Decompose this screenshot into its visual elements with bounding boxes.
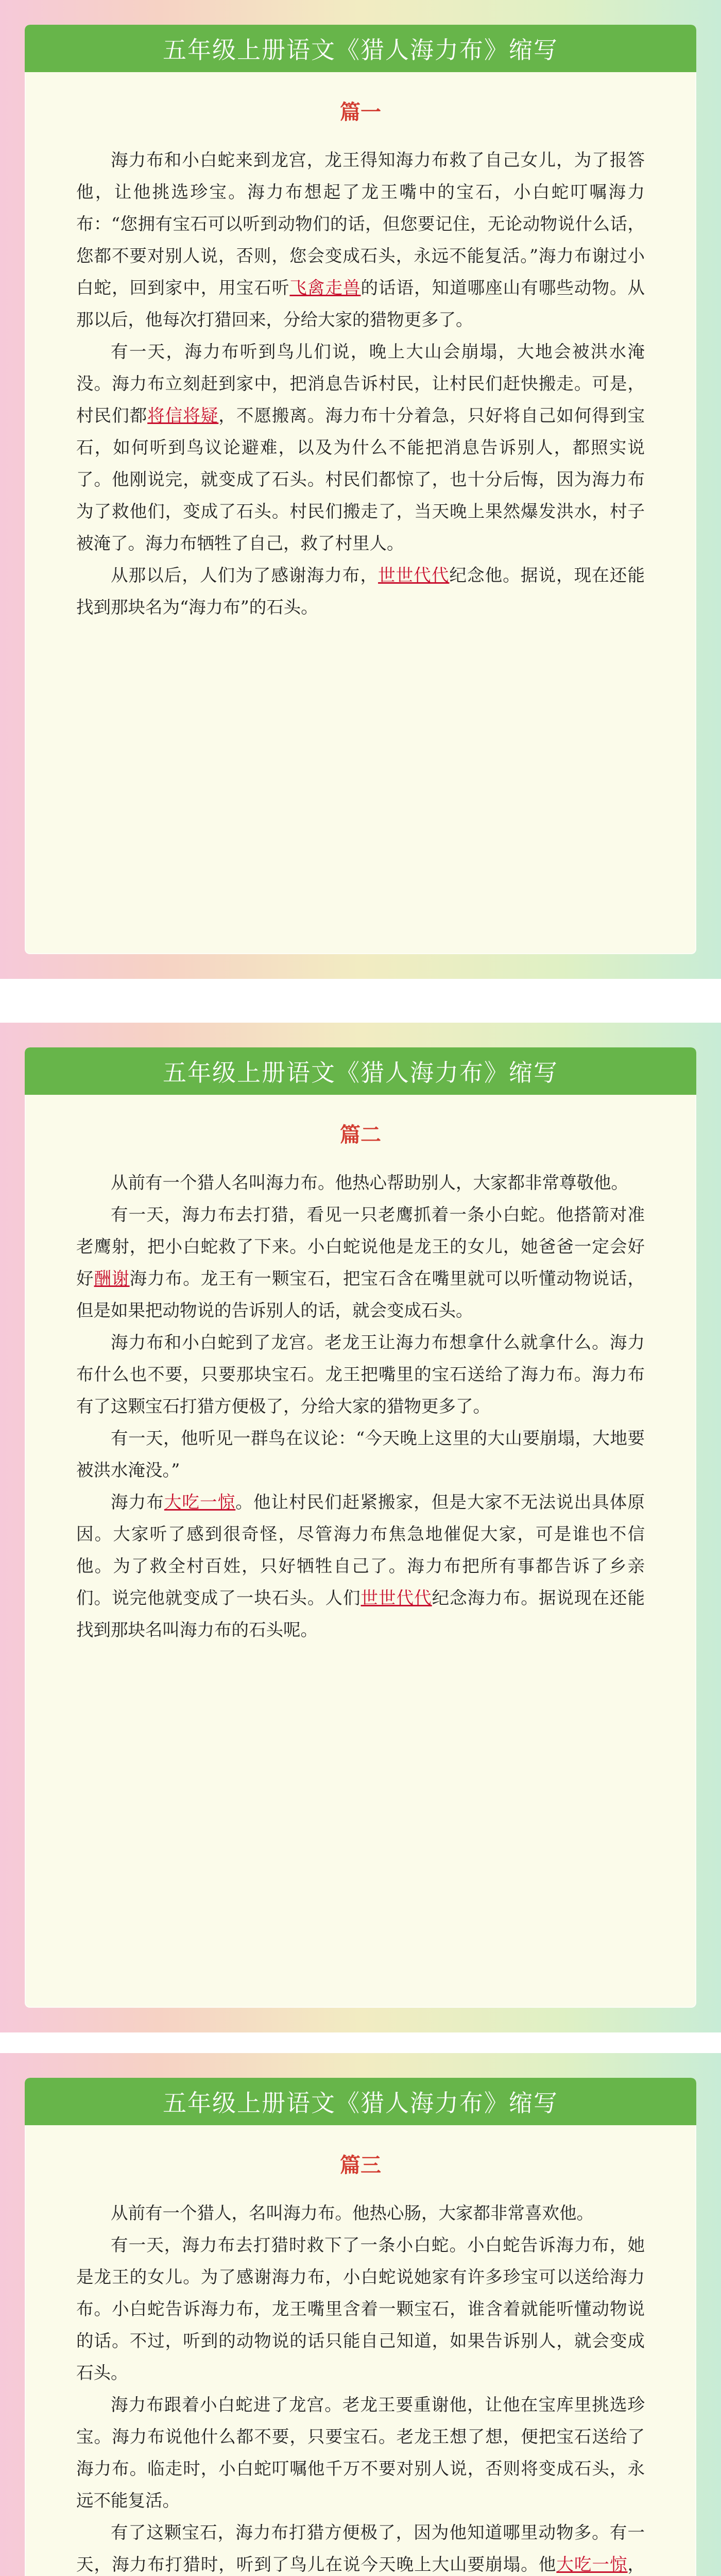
article-card-3 bbox=[0, 2053, 721, 2576]
highlighted-phrase: 大吃一惊 bbox=[164, 1492, 236, 1512]
paragraph-text: 从那以后，人们为了感谢海力布， bbox=[111, 565, 379, 585]
article-panel bbox=[25, 1047, 696, 2008]
paragraph bbox=[76, 560, 645, 623]
highlighted-phrase: 将信将疑 bbox=[147, 405, 219, 426]
article-card-2 bbox=[0, 1023, 721, 2032]
paragraph bbox=[76, 144, 645, 336]
paragraph bbox=[76, 1199, 645, 1327]
paragraph-text: 海力布。龙王有一颗宝石，把宝石含在嘴里就可以听懂动物说话，但是如果把动物说的告诉别人的话，就会变成石头。 bbox=[76, 1268, 645, 1320]
paragraph bbox=[76, 2197, 645, 2229]
paragraph-text: 有一天，海力布去打猎时救下了一条小白蛇。小白蛇告诉海力布，她是龙王的女儿。为了感谢海力布，小白蛇说她家有许多珍宝可以送给海力布。小白蛇告诉海力布，龙王嘴里含着一颗宝石，谁含着就能听懂动物说的话。不过，听到的动物说的话只能自己知道，如果告诉别人，就会变成石头。 bbox=[76, 2235, 645, 2383]
highlighted-phrase: 世世代代 bbox=[360, 1588, 432, 1608]
banner-title: 五年级上册语文《猎人海力布》缩写 bbox=[25, 1047, 696, 1095]
section-title: 篇三 bbox=[340, 2153, 381, 2177]
paragraph-text: 有一天，海力布去打猎，看见一只老鹰抓着一条小白蛇。他搭箭对准老鹰射，把小白蛇救了下来。小白蛇说他是龙王的女儿，她爸爸一定会好好 bbox=[76, 1205, 645, 1289]
paragraph-text: 有了这颗宝石，海力布打猎方便极了，因为他知道哪里动物多。有一天，海力布打猎时，听到了鸟儿在说今天晚上大山要崩塌。他 bbox=[76, 2522, 645, 2574]
paragraph bbox=[76, 336, 645, 560]
paragraph-text: 海力布和小白蛇来到龙宫，龙王得知海力布救了自己女儿，为了报答他，让他挑选珍宝。海力布想起了龙王嘴中的宝石，小白蛇叮嘱海力布：“您拥有宝石可以听到动物们的话，但您要记住，无论动物说什么话，您都不要对别人说，否则，您会变成石头，永远不能复活。”海力布谢过小白蛇，回到家中，用宝石听 bbox=[76, 150, 645, 298]
paragraph bbox=[76, 2229, 645, 2389]
paragraph-text: 海力布 bbox=[111, 1492, 164, 1512]
paragraph bbox=[76, 2517, 645, 2576]
paragraph bbox=[76, 1486, 645, 1646]
article-card-1 bbox=[0, 0, 721, 979]
article-body bbox=[76, 1167, 645, 1646]
highlighted-phrase: 大吃一惊 bbox=[556, 2554, 628, 2574]
banner-title: 五年级上册语文《猎人海力布》缩写 bbox=[25, 25, 696, 72]
paragraph-text: 的话语，知道哪座山有哪些动物。从那以后，他每次打猎回来，分给大家的猎物更多了。 bbox=[76, 278, 645, 330]
paragraph-text: ，不愿搬离。海力布十分着急，只好将自己如何得到宝石，如何听到鸟议论避难，以及为什么不能把消息告诉别人，都照实说了。他刚说完，就变成了石头。村民们都惊了，也十分后悔，因为海力布为了救他们，变成了石头。村民们搬走了，当天晚上果然爆发洪水，村子被淹了。海力布牺牲了自己，救了村里人。 bbox=[76, 405, 645, 553]
article-panel bbox=[25, 2078, 696, 2576]
paragraph-text: 。他让村民们赶紧搬家，但是大家不无法说出具体原因。大家听了感到很奇怪，尽管海力布焦急地催促大家，可是谁也不信他。为了救全村百姓，只好牺牲自己了。海力布把所有事都告诉了乡亲们。说完他就变成了一块石头。人们 bbox=[76, 1492, 645, 1608]
banner-title: 五年级上册语文《猎人海力布》缩写 bbox=[25, 2078, 696, 2125]
paragraph bbox=[76, 2389, 645, 2517]
section-title: 篇一 bbox=[340, 100, 381, 124]
highlighted-phrase: 世世代代 bbox=[378, 565, 450, 585]
paragraph-text: 纪念海力布。据说现在还能找到那块名叫海力布的石头呢。 bbox=[76, 1588, 645, 1640]
article-body bbox=[76, 2197, 645, 2576]
paragraph-text: 有一天，海力布听到鸟儿们说，晚上大山会崩塌，大地会被洪水淹没。海力布立刻赶到家中，把消息告诉村民，让村民们赶快搬走。可是，村民们都 bbox=[76, 342, 645, 426]
paragraph-text: 从前有一个猎人名叫海力布。他热心帮助别人，大家都非常尊敬他。 bbox=[111, 1173, 628, 1193]
article-body bbox=[76, 144, 645, 623]
paragraph-text: 纪念他。据说，现在还能找到那块名为“海力布”的石头。 bbox=[76, 565, 645, 617]
section-title: 篇二 bbox=[340, 1123, 381, 1147]
paragraph-text: ， bbox=[627, 2554, 645, 2574]
highlighted-phrase: 飞禽走兽 bbox=[289, 278, 361, 298]
paragraph-text: 海力布跟着小白蛇进了龙宫。老龙王要重谢他，让他在宝库里挑选珍宝。海力布说他什么都不要，只要宝石。老龙王想了想，便把宝石送给了海力布。临走时，小白蛇叮嘱他千万不要对别人说，否则将变成石头，永远不能复活。 bbox=[76, 2395, 645, 2511]
highlighted-phrase: 酬谢 bbox=[94, 1268, 130, 1289]
paragraph-text: 海力布和小白蛇到了龙宫。老龙王让海力布想拿什么就拿什么。海力布什么也不要，只要那块宝石。龙王把嘴里的宝石送给了海力布。海力布有了这颗宝石打猎方便极了，分给大家的猎物更多了。 bbox=[76, 1332, 645, 1416]
paragraph-text: 有一天，他听见一群鸟在议论：“今天晚上这里的大山要崩塌，大地要被洪水淹没。” bbox=[76, 1428, 645, 1480]
paragraph bbox=[76, 1167, 645, 1199]
article-panel bbox=[25, 25, 696, 954]
paragraph-text: 从前有一个猎人，名叫海力布。他热心肠，大家都非常喜欢他。 bbox=[111, 2203, 594, 2223]
paragraph bbox=[76, 1422, 645, 1486]
paragraph bbox=[76, 1327, 645, 1422]
